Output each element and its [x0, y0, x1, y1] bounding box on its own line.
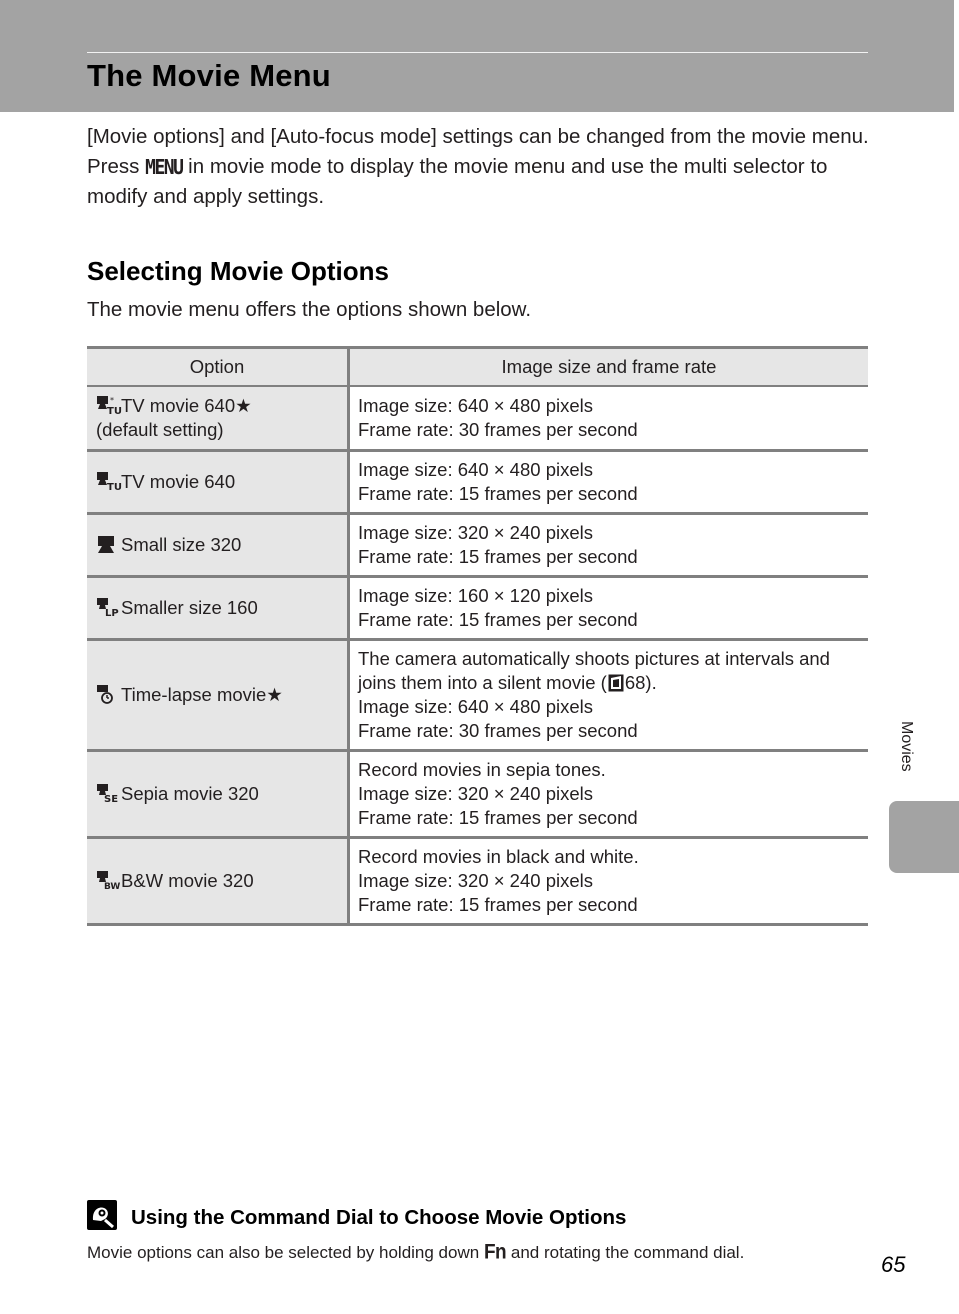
- svg-text:BW: BW: [104, 881, 121, 892]
- detail-cell: [349, 576, 869, 639]
- note-title: Using the Command Dial to Choose Movie Options: [131, 1206, 627, 1229]
- detail-line: Frame rate: 15 frames per second: [358, 482, 638, 504]
- detail-line: Frame rate: 15 frames per second: [358, 893, 638, 915]
- detail-cell: [349, 450, 869, 513]
- detail-line: Frame rate: 15 frames per second: [358, 806, 638, 828]
- page-number: 65: [881, 1252, 906, 1277]
- detail-line: The camera automatically shoots pictures at intervals and: [358, 647, 830, 669]
- detail-text: joins them into a silent movie (: [358, 671, 607, 693]
- side-tab: [889, 801, 959, 873]
- detail-line: Image size: 320 × 240 pixels: [358, 521, 593, 543]
- detail-cell: [349, 386, 869, 450]
- detail-text: 68).: [624, 671, 657, 693]
- tv-movie-30fps-icon: [96, 395, 122, 417]
- table-row: [87, 450, 868, 513]
- option-cell: [87, 639, 349, 750]
- header-band: [0, 0, 954, 112]
- option-label: Small size 320: [121, 533, 242, 555]
- svg-text:*: *: [110, 395, 114, 405]
- note-body-before: Movie options can also be selected by holding down: [87, 1243, 480, 1262]
- bw-movie-icon: [96, 870, 121, 892]
- detail-line: [358, 671, 860, 695]
- svg-text:TU: TU: [107, 405, 122, 417]
- tv-movie-15fps-icon: [96, 471, 122, 493]
- table-row: [87, 576, 868, 639]
- intro-press: Press: [87, 154, 140, 178]
- smaller-size-movie-icon: [96, 597, 118, 617]
- sepia-movie-icon: [96, 783, 118, 803]
- option-cell: [87, 576, 349, 639]
- header-option: Option: [87, 348, 349, 387]
- detail-cell: [349, 837, 869, 924]
- table-row: [87, 513, 868, 576]
- table-row: [87, 386, 868, 450]
- option-cell: [87, 386, 349, 450]
- side-tab-label: Movies: [898, 721, 915, 772]
- header-rule: [87, 52, 868, 53]
- detail-line: Image size: 640 × 480 pixels: [358, 394, 593, 416]
- page-title: The Movie Menu: [87, 58, 331, 93]
- option-label: Smaller size 160: [121, 596, 258, 618]
- note-body-after: and rotating the command dial.: [510, 1243, 745, 1262]
- note-icon: [87, 1200, 117, 1230]
- detail-line: Frame rate: 15 frames per second: [358, 608, 638, 630]
- detail-line: Image size: 320 × 240 pixels: [358, 869, 593, 891]
- detail-line: Image size: 640 × 480 pixels: [358, 695, 593, 717]
- svg-text:LP: LP: [105, 607, 119, 619]
- detail-line: Record movies in sepia tones.: [358, 758, 606, 780]
- table-header-row: [87, 348, 868, 387]
- option-cell: [87, 837, 349, 924]
- table-row: [87, 639, 868, 750]
- option-label: Time-lapse movie★: [121, 683, 283, 705]
- option-cell: [87, 450, 349, 513]
- svg-text:SE: SE: [104, 793, 119, 805]
- option-label: TV movie 640★: [121, 394, 252, 416]
- detail-cell: [349, 750, 869, 837]
- detail-line: Frame rate: 15 frames per second: [358, 545, 638, 567]
- fn-button-glyph: Fn: [483, 1240, 507, 1264]
- option-sub-label: (default setting): [96, 418, 224, 440]
- option-label: TV movie 640: [121, 470, 236, 492]
- detail-line: Image size: 640 × 480 pixels: [358, 458, 593, 480]
- detail-cell: [349, 513, 869, 576]
- detail-line: Image size: 160 × 120 pixels: [358, 584, 593, 606]
- time-lapse-movie-icon: [96, 684, 118, 704]
- movie-options-table: [87, 346, 868, 926]
- header-detail: Image size and frame rate: [349, 348, 869, 387]
- option-label: B&W movie 320: [121, 869, 254, 891]
- intro-line-2-rest: in movie mode to display the movie menu and use the multi selector to modify and apply settings.: [87, 154, 828, 208]
- svg-text:TU: TU: [107, 481, 122, 493]
- detail-line: Record movies in black and white.: [358, 845, 639, 867]
- page-reference-icon: [608, 674, 624, 692]
- detail-line: Frame rate: 30 frames per second: [358, 719, 638, 741]
- note-body: [87, 1242, 744, 1264]
- intro-text: [87, 122, 872, 212]
- section-title: Selecting Movie Options: [87, 256, 389, 286]
- option-cell: [87, 513, 349, 576]
- table-row: [87, 837, 868, 924]
- table-row: [87, 750, 868, 837]
- menu-button-glyph: MENU: [145, 154, 183, 180]
- small-size-movie-icon: [96, 534, 118, 554]
- detail-line: Image size: 320 × 240 pixels: [358, 782, 593, 804]
- option-cell: [87, 750, 349, 837]
- intro-line-2: [87, 152, 872, 212]
- section-description: The movie menu offers the options shown below.: [87, 298, 532, 321]
- detail-cell: [349, 639, 869, 750]
- option-label: Sepia movie 320: [121, 782, 259, 804]
- intro-line-1: [Movie options] and [Auto-focus mode] settings can be changed from the movie menu.: [87, 125, 869, 148]
- detail-line: Frame rate: 30 frames per second: [358, 418, 638, 440]
